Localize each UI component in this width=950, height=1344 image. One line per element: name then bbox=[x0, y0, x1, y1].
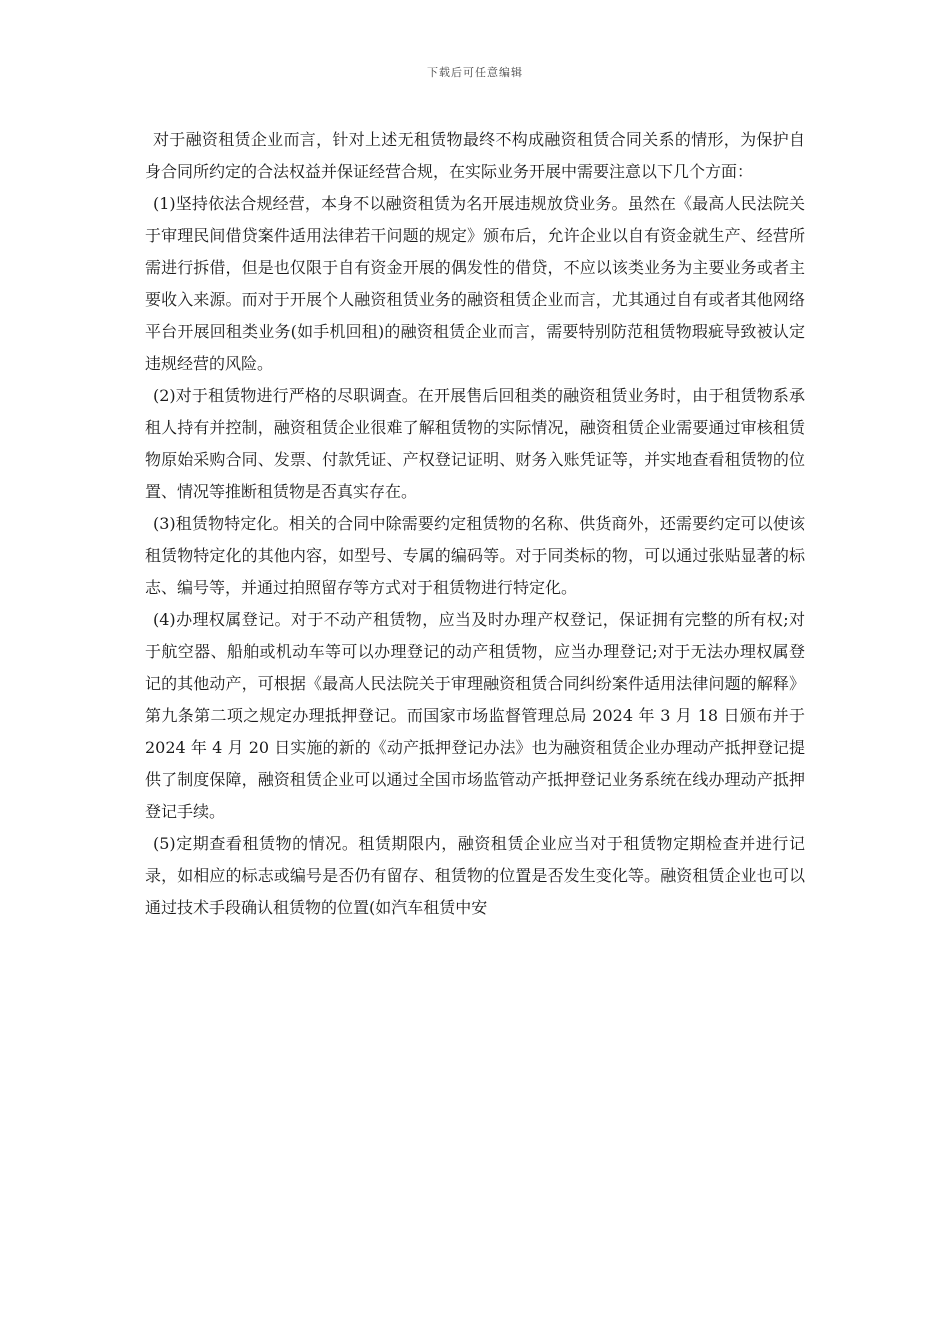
paragraph-item-3: (3)租赁物特定化。相关的合同中除需要约定租赁物的名称、供货商外，还需要约定可以使该租赁物特定化的其他内容，如型号、专属的编码等。对于同类标的物，可以通过张贴显著的标志、编号等，并通过拍照留存等方式对于租赁物进行特定化。 bbox=[145, 514, 805, 597]
document-body bbox=[145, 124, 805, 924]
page-header: 下载后可任意编辑 bbox=[427, 66, 523, 79]
paragraph-item-2: (2)对于租赁物进行严格的尽职调查。在开展售后回租类的融资租赁业务时，由于租赁物系承租人持有并控制，融资租赁企业很难了解租赁物的实际情况，融资租赁企业需要通过审核租赁物原始采购合同、发票、付款凭证、产权登记证明、财务入账凭证等，并实地查看租赁物的位置、情况等推断租赁物是否真实存在。 bbox=[145, 386, 805, 501]
paragraph-item-1: (1)坚持依法合规经营，本身不以融资租赁为名开展违规放贷业务。虽然在《最高人民法院关于审理民间借贷案件适用法律若干问题的规定》颁布后，允许企业以自有资金就生产、经营所需进行拆借，但是也仅限于自有资金开展的偶发性的借贷，不应以该类业务为主要业务或者主要收入来源。而对于开展个人融资租赁业务的融资租赁企业而言，尤其通过自有或者其他网络平台开展回租类业务(如手机回租)的融资租赁企业而言，需要特别防范租赁物瑕疵导致被认定违规经营的风险。 bbox=[145, 194, 805, 373]
paragraph-item-5: (5)定期查看租赁物的情况。租赁期限内，融资租赁企业应当对于租赁物定期检查并进行记录，如相应的标志或编号是否仍有留存、租赁物的位置是否发生变化等。融资租赁企业也可以通过技术手段确认租赁物的位置(如汽车租赁中安 bbox=[145, 834, 805, 917]
paragraph-intro: 对于融资租赁企业而言，针对上述无租赁物最终不构成融资租赁合同关系的情形，为保护自身合同所约定的合法权益并保证经营合规，在实际业务开展中需要注意以下几个方面： bbox=[145, 130, 805, 181]
paragraph-item-4: (4)办理权属登记。对于不动产租赁物，应当及时办理产权登记，保证拥有完整的所有权;对于航空器、船舶或机动车等可以办理登记的动产租赁物，应当办理登记;对于无法办理权属登记的其他动产，可根据《最高人民法院关于审理融资租赁合同纠纷案件适用法律问题的解释》第九条第二项之规定办理抵押登记。而国家市场监督管理总局 2024 年 3 月 18 日颁布并于 2024 年 4 月 20 日实施的新的《动产抵押登记办法》也为融资租赁企业办理动产抵押登记提供了制度保障，融资租赁企业可以通过全国市场监管动产抵押登记业务系统在线办理动产抵押登记手续。 bbox=[145, 610, 805, 821]
